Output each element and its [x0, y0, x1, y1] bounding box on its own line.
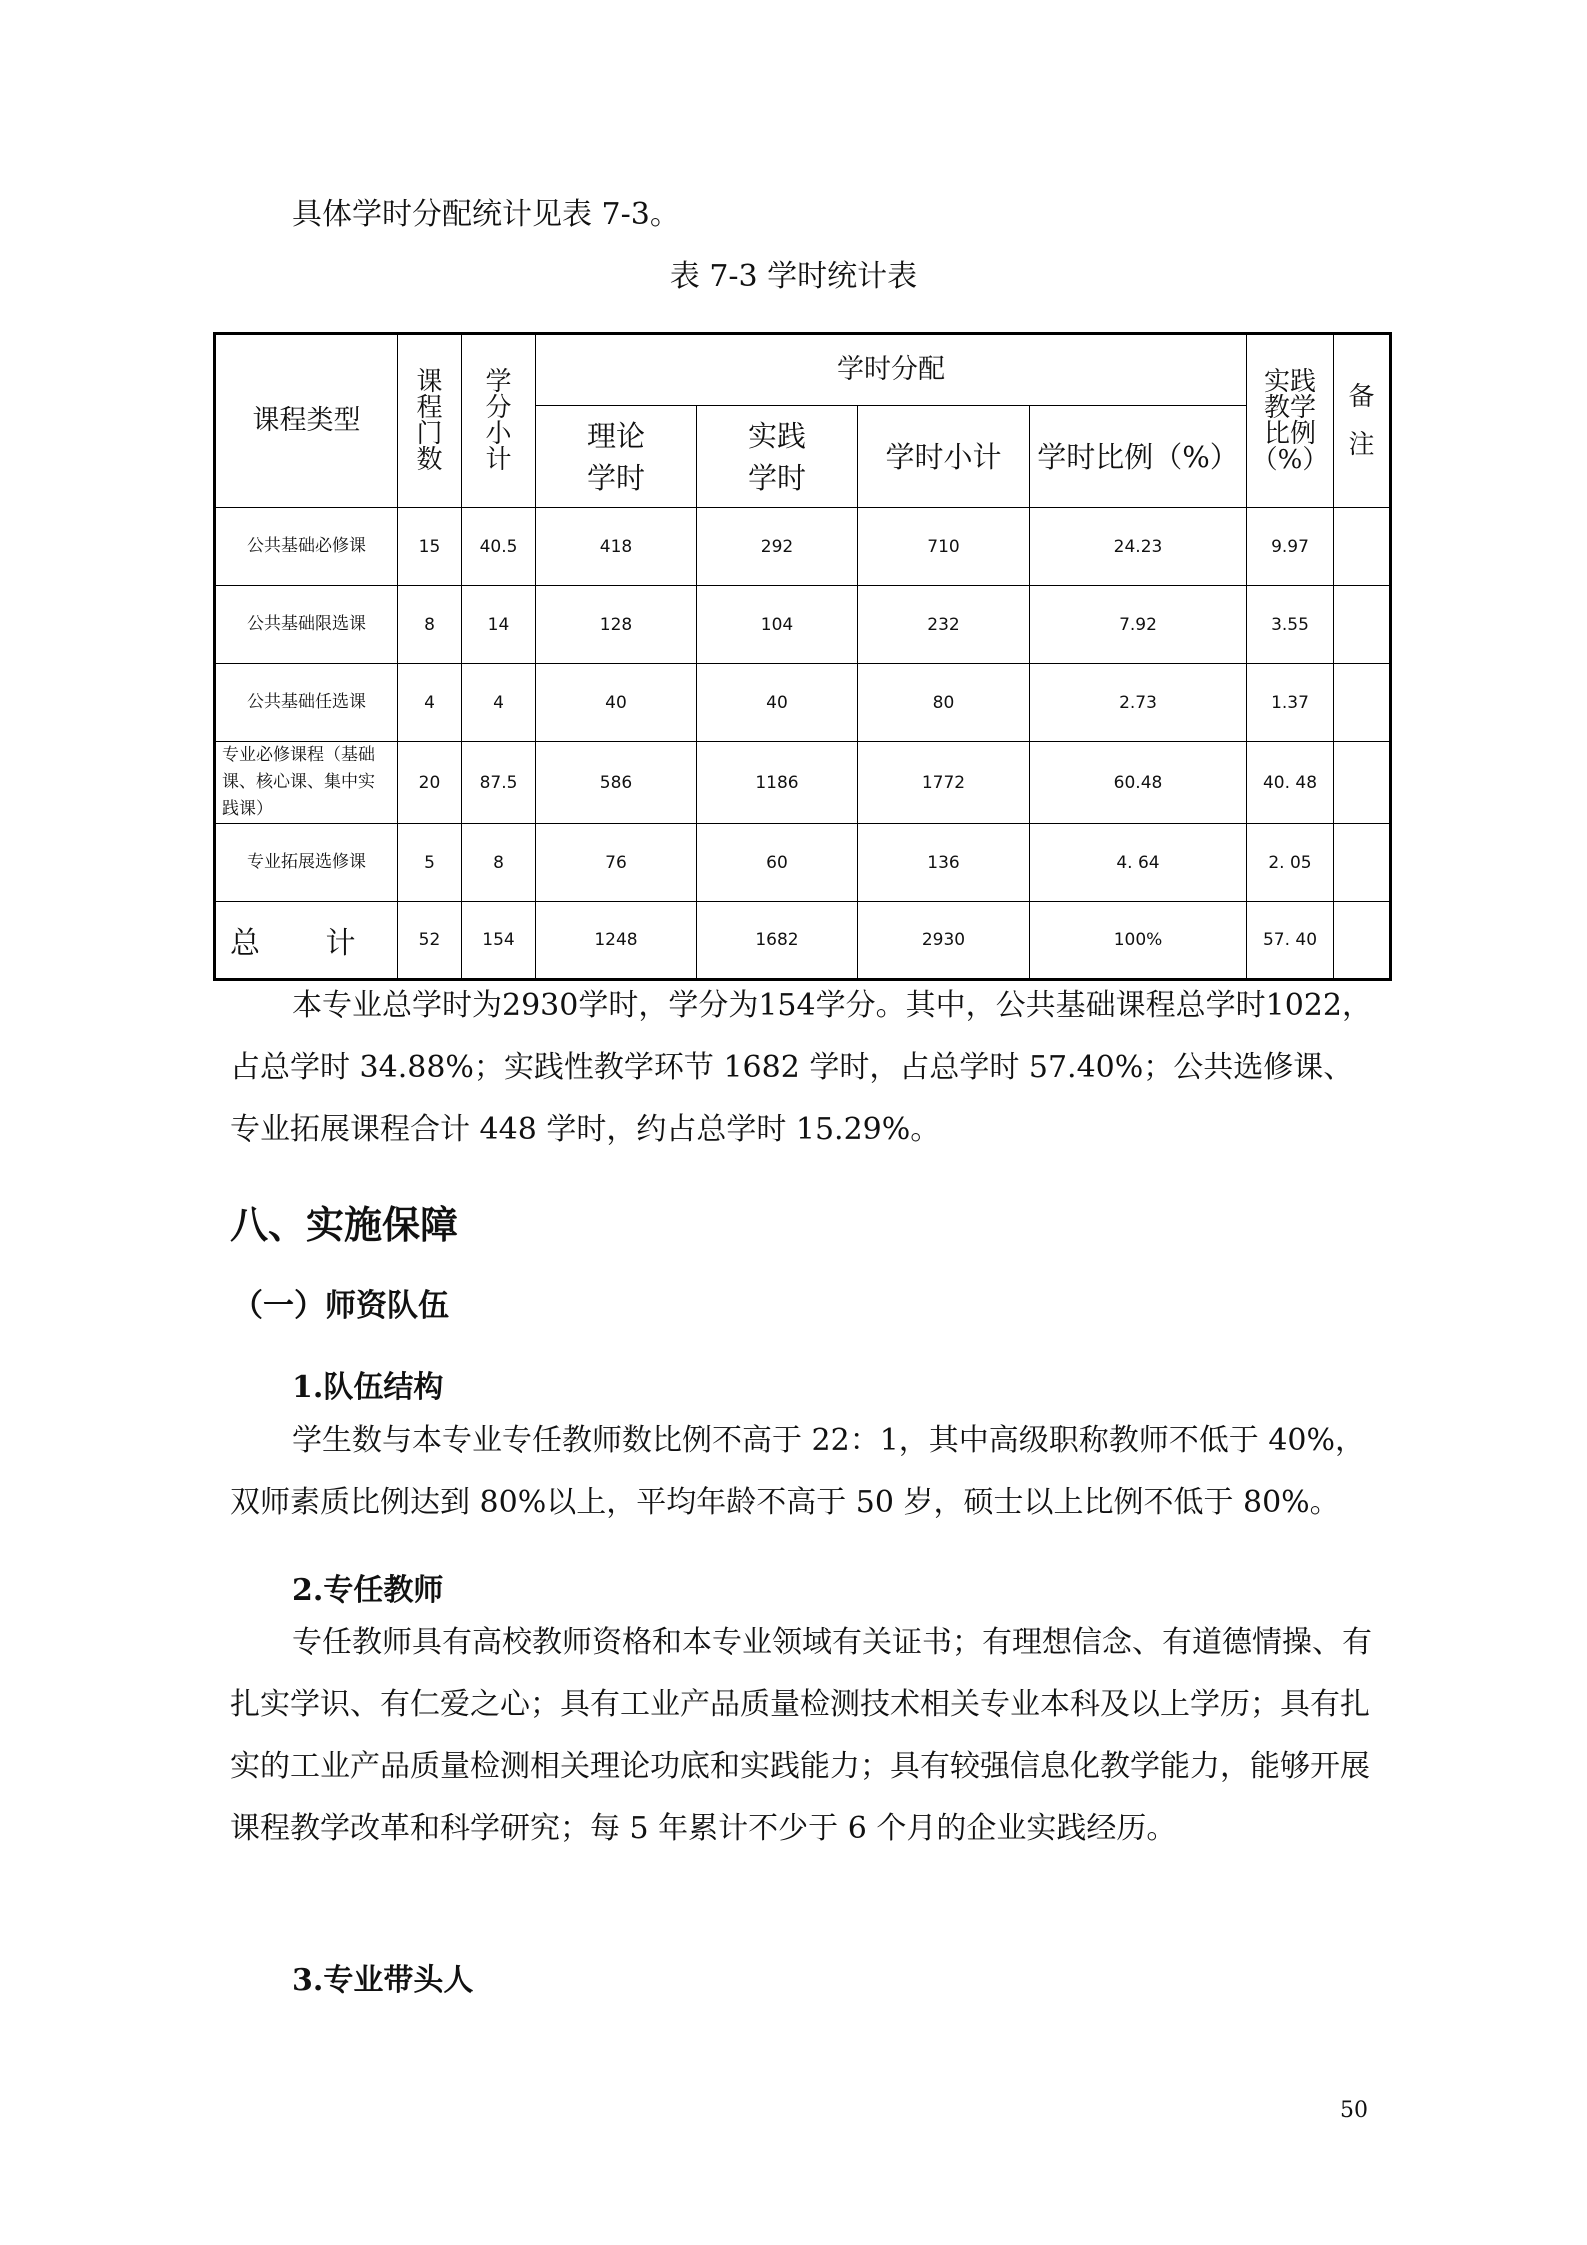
table-total-row [215, 902, 1391, 980]
item1-paragraph: 学生数与本专业专任教师数比例不高于 22：1，其中高级职称教师不低于 40%，双师素质比例达到 80%以上，平均年龄不高于 50 岁，硕士以上比例不低于 80%。 [230, 1423, 1366, 1520]
cell-credits: 87.5 [462, 742, 536, 824]
cell-course-count: 20 [398, 742, 462, 824]
table-row [215, 824, 1391, 902]
header-remark: 备 注 [1334, 334, 1391, 508]
item1-title: 1.队伍结构 [292, 1370, 444, 1405]
cell-remark [1334, 586, 1391, 664]
cell-course-count: 4 [398, 664, 462, 742]
cell-credits: 4 [462, 664, 536, 742]
summary-paragraph: 本专业总学时为2930学时，学分为154学分。其中，公共基础课程总学时1022，占总学时 34.88%；实践性教学环节 1682 学时，占总学时 57.40%；公共选修课、专业拓展课程合计 448 学时，约占总学时 15.29%。 [230, 988, 1372, 1147]
total-ratio: 100% [1030, 902, 1247, 980]
cell-remark [1334, 508, 1391, 586]
header-theory-hours: 理论 学时 [536, 406, 697, 508]
cell-credits: 8 [462, 824, 536, 902]
cell-hours-subtotal: 232 [858, 586, 1030, 664]
section-title: 八、实施保障 [230, 1203, 459, 1247]
header-practice-hours: 实践 学时 [697, 406, 858, 508]
cell-practice-hours: 292 [697, 508, 858, 586]
header-credits: 学 分 小 计 [462, 334, 536, 508]
cell-practice-hours: 1186 [697, 742, 858, 824]
cell-hours-subtotal: 136 [858, 824, 1030, 902]
intro-text: 具体学时分配统计见表 7-3。 [292, 197, 680, 232]
cell-practice-hours: 40 [697, 664, 858, 742]
total-label: 总 计 [215, 902, 398, 980]
header-hours-subtotal: 学时小计 [858, 406, 1030, 508]
cell-course-type: 公共基础任选课 [215, 664, 398, 742]
cell-hours-ratio: 2.73 [1030, 664, 1247, 742]
cell-theory-hours: 76 [536, 824, 697, 902]
cell-remark [1334, 742, 1391, 824]
cell-theory-hours: 586 [536, 742, 697, 824]
cell-credits: 40.5 [462, 508, 536, 586]
cell-hours-subtotal: 80 [858, 664, 1030, 742]
cell-practice-ratio: 3.55 [1247, 586, 1334, 664]
cell-course-type: 专业必修课程（基础课、核心课、集中实践课） [215, 742, 398, 824]
table-caption: 表 7-3 学时统计表 [669, 259, 918, 294]
item2-title: 2.专任教师 [292, 1573, 444, 1608]
cell-course-type: 公共基础限选课 [215, 586, 398, 664]
cell-practice-ratio: 40. 48 [1247, 742, 1334, 824]
cell-theory-hours: 418 [536, 508, 697, 586]
item2-paragraph: 专任教师具有高校教师资格和本专业领域有关证书；有理想信念、有道德情操、有扎实学识、有仁爱之心；具有工业产品质量检测技术相关专业本科及以上学历；具有扎实的工业产品质量检测相关理论功底和实践能力；具有较强信息化教学能力，能够开展课程教学改革和科学研究；每 5 年累计不少于 6 个月的企业实践经历。 [230, 1625, 1372, 1846]
cell-practice-ratio: 9.97 [1247, 508, 1334, 586]
credit-hours-table [213, 332, 1392, 981]
total-remark [1334, 902, 1391, 980]
cell-practice-ratio: 1.37 [1247, 664, 1334, 742]
total-practice-ratio: 57. 40 [1247, 902, 1334, 980]
cell-course-count: 15 [398, 508, 462, 586]
header-course-count: 课 程 门 数 [398, 334, 462, 508]
cell-hours-ratio: 60.48 [1030, 742, 1247, 824]
cell-remark [1334, 824, 1391, 902]
table-row [215, 742, 1391, 824]
cell-hours-ratio: 24.23 [1030, 508, 1247, 586]
cell-theory-hours: 128 [536, 586, 697, 664]
header-hours-ratio: 学时比例（%） [1030, 406, 1247, 508]
cell-course-type: 公共基础必修课 [215, 508, 398, 586]
header-course-type: 课程类型 [215, 334, 398, 508]
cell-remark [1334, 664, 1391, 742]
cell-hours-subtotal: 1772 [858, 742, 1030, 824]
table-row [215, 508, 1391, 586]
cell-credits: 14 [462, 586, 536, 664]
header-practice-ratio: 实践 教学 比例 （%） [1247, 334, 1334, 508]
table-row [215, 664, 1391, 742]
table-row [215, 586, 1391, 664]
page-number: 50 [1340, 2098, 1368, 2123]
total-count: 52 [398, 902, 462, 980]
total-practice: 1682 [697, 902, 858, 980]
cell-course-count: 8 [398, 586, 462, 664]
total-theory: 1248 [536, 902, 697, 980]
item3-title: 3.专业带头人 [292, 1963, 474, 1998]
total-credits: 154 [462, 902, 536, 980]
cell-hours-ratio: 7.92 [1030, 586, 1247, 664]
cell-practice-hours: 104 [697, 586, 858, 664]
cell-course-type: 专业拓展选修课 [215, 824, 398, 902]
subsection-title: （一）师资队伍 [232, 1288, 449, 1324]
cell-theory-hours: 40 [536, 664, 697, 742]
cell-practice-ratio: 2. 05 [1247, 824, 1334, 902]
total-subtotal: 2930 [858, 902, 1030, 980]
header-hours-group: 学时分配 [536, 334, 1247, 406]
cell-hours-subtotal: 710 [858, 508, 1030, 586]
cell-course-count: 5 [398, 824, 462, 902]
cell-practice-hours: 60 [697, 824, 858, 902]
cell-hours-ratio: 4. 64 [1030, 824, 1247, 902]
